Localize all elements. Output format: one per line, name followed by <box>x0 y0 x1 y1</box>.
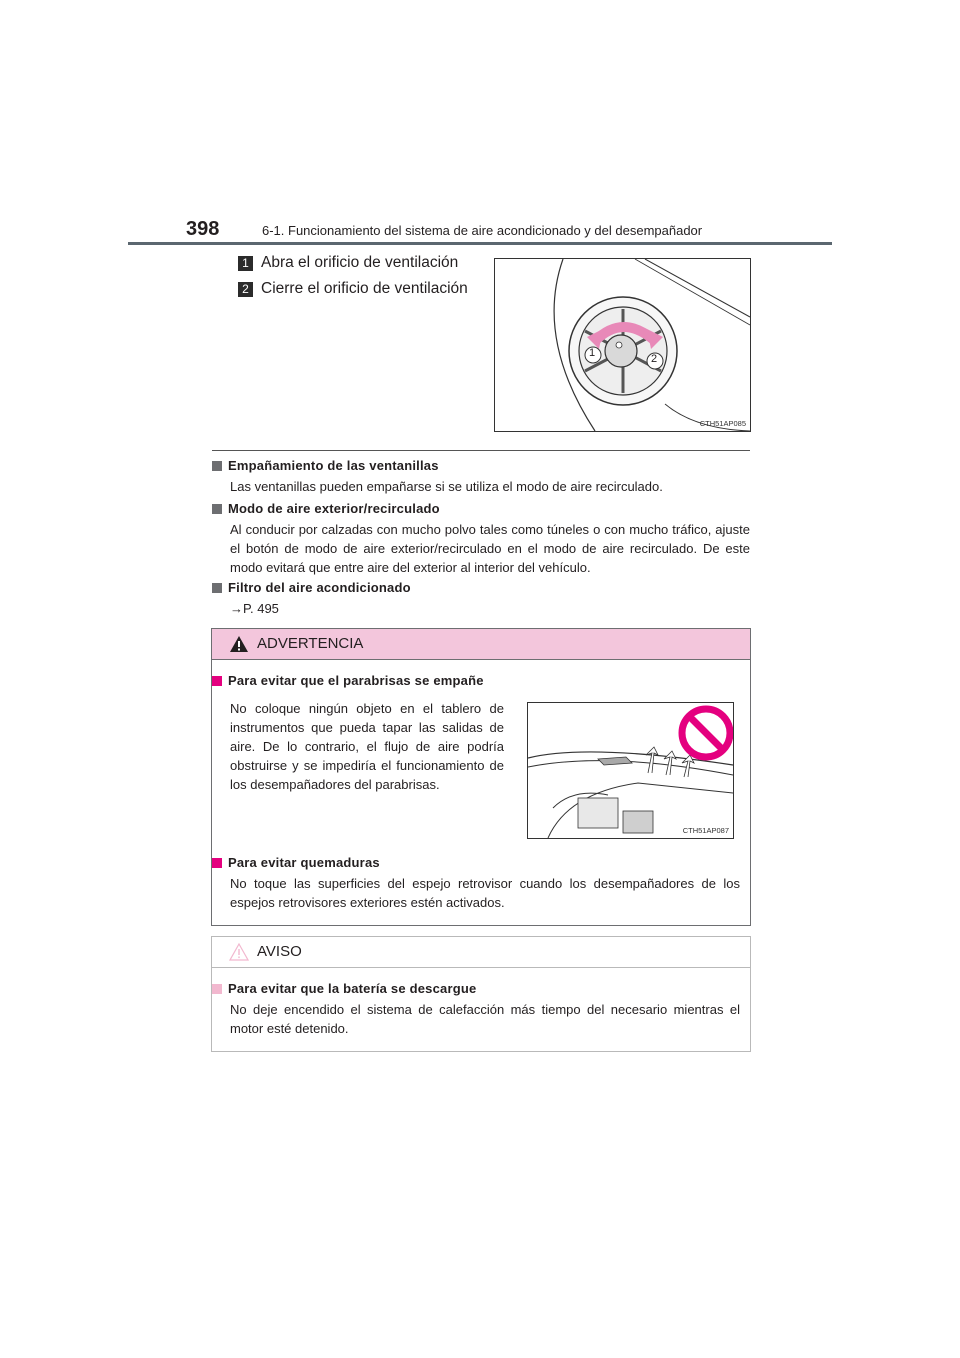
dashboard-illustration <box>528 703 733 838</box>
page-number: 398 <box>186 218 220 240</box>
section-divider <box>212 450 750 451</box>
bullet-square-icon <box>212 461 222 471</box>
warning-triangle-icon <box>229 635 249 653</box>
warning-item-title-2: Para evitar quemaduras <box>212 855 380 870</box>
bullet-square-icon <box>212 984 222 994</box>
note-body-filter: →P. 495 <box>230 601 279 616</box>
note-body-fogging: Las ventanillas pueden empañarse si se utiliza el modo de aire recirculado. <box>230 479 663 494</box>
notice-heading: AVISO <box>257 943 302 960</box>
vent-figure-code: CTH51AP085 <box>699 419 746 428</box>
warning-box <box>211 628 751 926</box>
vent-label-2: 2 <box>651 353 658 365</box>
notice-item-title-1: Para evitar que la batería se descargue <box>212 981 476 996</box>
dashboard-figure-code: CTH51AP087 <box>682 826 729 835</box>
bullet-square-icon <box>212 583 222 593</box>
note-title-recirc: Modo de aire exterior/recirculado <box>212 501 440 516</box>
section-header: 6-1. Funcionamiento del sistema de aire acondicionado y del desempañador <box>262 223 703 238</box>
vent-figure <box>494 258 751 432</box>
notice-item-body-1: No deje encendido el sistema de calefacción más tiempo del necesario mientras el motor esté detenido. <box>230 1002 740 1036</box>
warning-item-body-2: No toque las superficies del espejo retrovisor cuando los desempañadores de los espejos retrovisores exteriores estén activados. <box>230 876 740 910</box>
vent-illustration <box>495 259 750 431</box>
notice-box <box>211 936 751 1052</box>
notice-header <box>212 937 750 968</box>
warning-heading: ADVERTENCIA <box>257 635 364 652</box>
bullet-square-icon <box>212 676 222 686</box>
note-title-filter: Filtro del aire acondicionado <box>212 580 411 595</box>
step-marker-1: 1 <box>238 256 253 271</box>
warning-item-body-1: No coloque ningún objeto en el tablero de instrumentos que pueda tapar las salidas de aire. De lo contrario, el flujo de aire podría obstruirse y se impediría el funcionamiento de los desempañadores del parabrisas. <box>230 701 504 792</box>
caution-triangle-icon <box>229 943 249 961</box>
note-body-recirc: Al conducir por calzadas con mucho polvo tales como túneles o con mucho tráfico, ajuste el botón de modo de aire exterior/recirculado en el modo de aire recirculado. De este modo evitará que entre aire del exterior al interior del vehículo. <box>230 522 750 575</box>
warning-header <box>212 629 750 660</box>
bullet-square-icon <box>212 858 222 868</box>
header-rule <box>128 242 832 245</box>
vent-label-1: 1 <box>589 347 596 359</box>
note-title-fogging: Empañamiento de las ventanillas <box>212 458 439 473</box>
dashboard-figure <box>527 702 734 839</box>
step-text-2: Cierre el orificio de ventilación <box>261 280 468 297</box>
step-marker-2: 2 <box>238 282 253 297</box>
step-text-1: Abra el orificio de ventilación <box>261 254 459 271</box>
bullet-square-icon <box>212 504 222 514</box>
warning-item-title-1: Para evitar que el parabrisas se empañe <box>212 673 484 688</box>
